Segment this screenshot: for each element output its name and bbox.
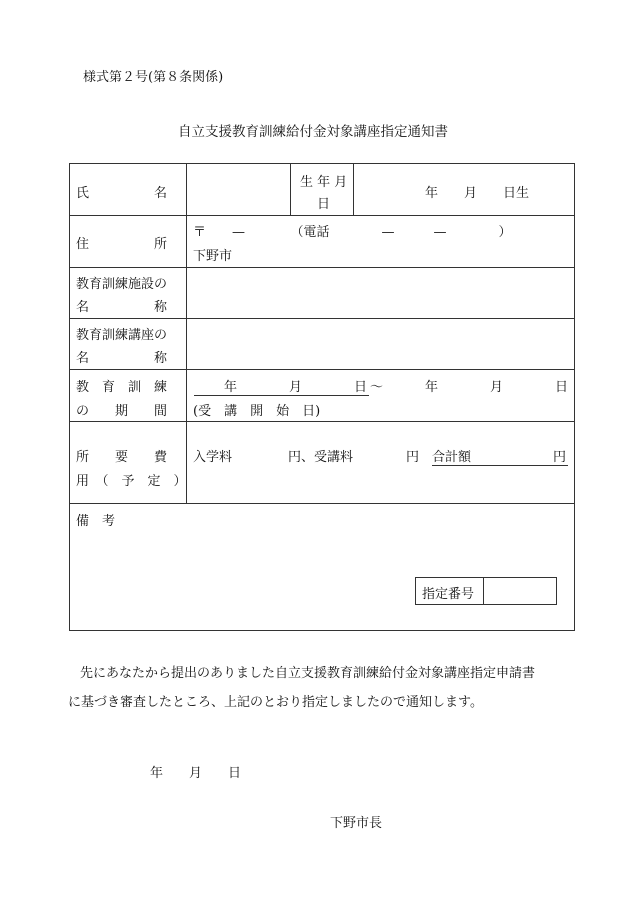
period-label-bottom: の 期 間 <box>76 404 168 419</box>
notice-body-line-1: 先にあなたから提出のありました自立支援教育訓練給付金対象講座指定申請書 <box>80 666 536 681</box>
address-postal-phone-line[interactable]: 〒 — （電話 — — ） <box>193 225 512 240</box>
name-field[interactable] <box>187 164 290 215</box>
row-divider <box>70 421 574 422</box>
form-table <box>69 163 575 631</box>
facility-label-bottom: 名 称 <box>76 300 168 315</box>
row-divider <box>70 503 574 504</box>
birth-date-field[interactable]: 年 月 日生 <box>425 186 530 201</box>
designation-number-label: 指定番号 <box>422 587 475 602</box>
cost-label-top: 所 要 費 <box>76 450 168 465</box>
notice-body <box>68 659 570 717</box>
notice-date: 年 月 日 <box>150 766 242 781</box>
designation-number-field[interactable] <box>484 578 556 604</box>
issuer-name: 下野市長 <box>330 816 383 831</box>
remarks-label: 備 考 <box>76 514 116 529</box>
address-label: 住 所 <box>76 237 168 252</box>
designation-number-box <box>415 577 557 605</box>
course-label-bottom: 名 称 <box>76 351 168 366</box>
period-end-date[interactable]: 年 月 日 <box>425 380 569 395</box>
cost-label-bottom: 用 （ 予 定 ） <box>76 474 187 489</box>
total-amount-field[interactable] <box>432 446 568 466</box>
period-start-note: (受 講 開 始 日) <box>193 404 321 419</box>
name-label: 氏 名 <box>76 186 168 201</box>
course-label-top: 教育訓練講座の <box>76 328 168 343</box>
facility-label-top: 教育訓練施設の <box>76 277 168 292</box>
address-city: 下野市 <box>193 249 233 264</box>
birth-label-bottom: 日 <box>317 197 331 212</box>
period-tilde: ～ <box>370 380 384 395</box>
document-title: 自立支援教育訓練給付金対象講座指定通知書 <box>178 124 448 140</box>
period-start-date[interactable]: 年 月 日 <box>194 376 369 396</box>
form-number: 様式第２号(第８条関係) <box>83 70 224 85</box>
notice-body-line-2: に基づき審査したところ、上記のとおり指定しましたので通知します。 <box>68 695 483 710</box>
entrance-fee-label: 入学料 <box>193 450 233 465</box>
birth-cell-divider-left <box>290 164 291 215</box>
row-divider <box>70 215 574 216</box>
tuition-fee-unit: 円 <box>406 450 420 465</box>
birth-label-top: 生 年 月 <box>300 175 348 190</box>
entrance-fee-unit: 円、受講料 <box>288 450 354 465</box>
course-name-field[interactable] <box>187 319 573 369</box>
total-amount-label: 合計額 <box>432 450 472 465</box>
birth-cell-divider-right <box>353 164 354 215</box>
total-amount-unit: 円 <box>552 450 566 465</box>
period-label-top: 教 育 訓 練 <box>76 380 168 395</box>
row-divider <box>70 369 574 370</box>
facility-name-field[interactable] <box>187 268 573 318</box>
